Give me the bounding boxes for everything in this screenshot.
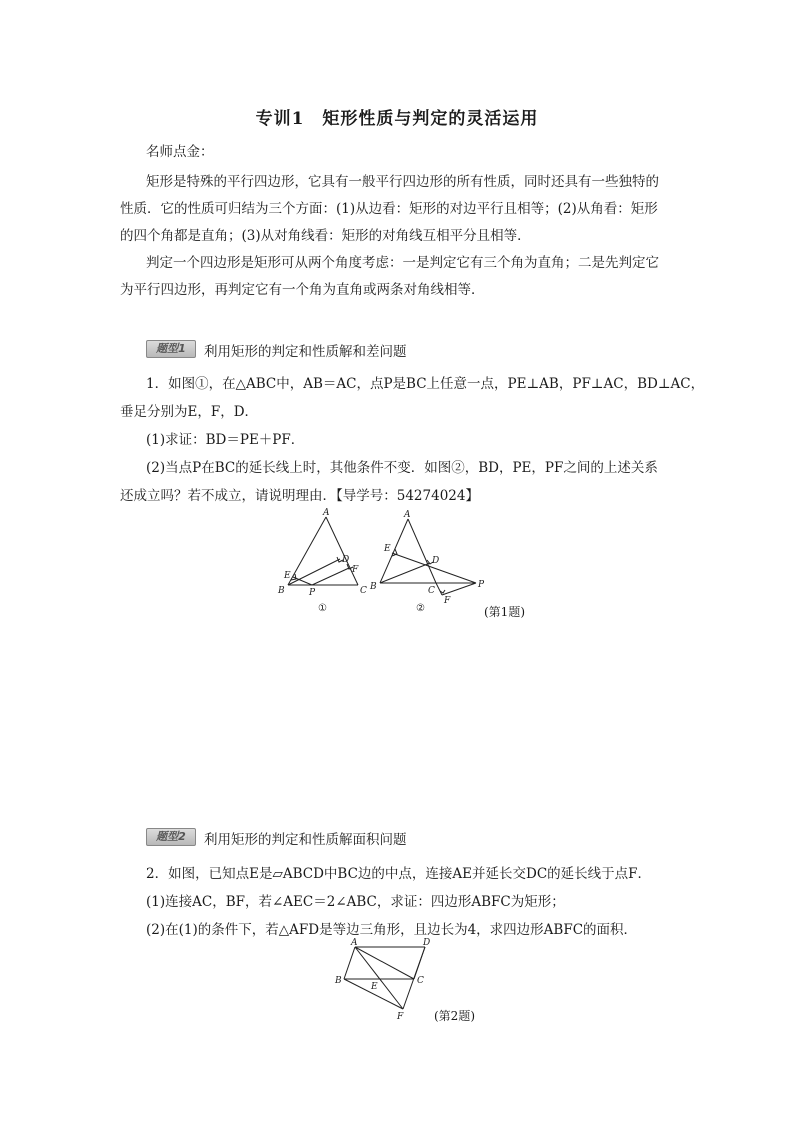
figure-2-caption: (第2题): [434, 1009, 475, 1023]
fig3-label-C: C: [417, 976, 424, 986]
fig2-label-C: C: [428, 586, 435, 596]
question-1-part-1: (1)求证：BD＝PE＋PF．: [146, 432, 305, 448]
fig1-label-P: P: [309, 588, 316, 598]
question-2-line-1: 2．如图，已知点E是▱ABCD中BC边的中点，连接AE并延长交DC的延长线于点F．: [146, 866, 652, 882]
intro-paragraph-1-line-1: 矩形是特殊的平行四边形，它具有一般平行四边形的所有性质，同时还具有一些独特的: [146, 174, 659, 190]
question-1-line-1: 1．如图①，在△ABC中，AB＝AC，点P是BC上任意一点，PE⊥AB，PF⊥AC，BD⊥AC，: [146, 376, 705, 392]
intro-paragraph-2-line-2: 为平行四边形，再判定它有一个角为直角或两条对角线相等．: [120, 282, 485, 298]
fig3-label-E: E: [371, 982, 378, 992]
question-2-part-1: (1)连接AC，BF，若∠AEC＝2∠ABC，求证：四边形ABFC为矩形；: [146, 894, 565, 910]
intro-label: 名师点金：: [146, 144, 214, 160]
section-1-title: 利用矩形的判定和性质解和差问题: [204, 344, 407, 360]
figure-2-label: ②: [416, 603, 425, 614]
fig1-label-C: C: [360, 586, 367, 596]
question-2-part-2: (2)在(1)的条件下，若△AFD是等边三角形，且边长为4，求四边形ABFC的面积．: [146, 922, 638, 938]
fig2-label-B: B: [370, 582, 377, 592]
fig1-label-F: F: [352, 565, 359, 575]
intro-paragraph-1-line-3: 的四个角都是直角；(3)从对角线看：矩形的对角线互相平分且相等．: [120, 228, 531, 244]
fig1-label-B: B: [278, 586, 285, 596]
section-1-badge: 题型1: [146, 340, 196, 358]
figure-1-diagram: [270, 505, 500, 620]
fig2-label-D: D: [432, 556, 440, 566]
fig3-label-A: A: [351, 938, 358, 948]
fig2-label-P: P: [478, 580, 485, 590]
question-1-line-2: 垂足分别为E，F，D．: [120, 404, 259, 420]
page-title: 专训1 矩形性质与判定的灵活运用: [255, 109, 539, 129]
question-1-part-2: (2)当点P在BC的延长线上时，其他条件不变．如图②，BD，PE，PF之间的上述关系: [146, 460, 658, 476]
section-2-title: 利用矩形的判定和性质解面积问题: [204, 832, 407, 848]
fig1-label-E: E: [284, 571, 291, 581]
figure-2-diagram: [330, 937, 440, 1022]
intro-paragraph-2-line-1: 判定一个四边形是矩形可从两个角度考虑：一是判定它有三个角为直角；二是先判定它: [146, 255, 659, 271]
fig3-label-D: D: [423, 938, 431, 948]
fig2-label-E: E: [384, 544, 391, 554]
fig3-label-B: B: [335, 976, 342, 986]
fig1-label-A: A: [323, 508, 330, 518]
fig2-label-A: A: [404, 510, 411, 520]
fig1-label-D: D: [342, 555, 350, 565]
section-2-badge: 题型2: [146, 828, 196, 846]
figure-1-label: ①: [318, 603, 327, 614]
figure-1-caption: (第1题): [484, 605, 525, 619]
intro-paragraph-1-line-2: 性质．它的性质可归结为三个方面：(1)从边看：矩形的对边平行且相等；(2)从角看：矩形: [120, 201, 658, 217]
fig3-label-F: F: [397, 1012, 404, 1022]
question-1-line-5: 还成立吗？若不成立，请说明理由．【导学号：54274024】: [120, 488, 479, 504]
fig2-label-F: F: [444, 596, 451, 606]
